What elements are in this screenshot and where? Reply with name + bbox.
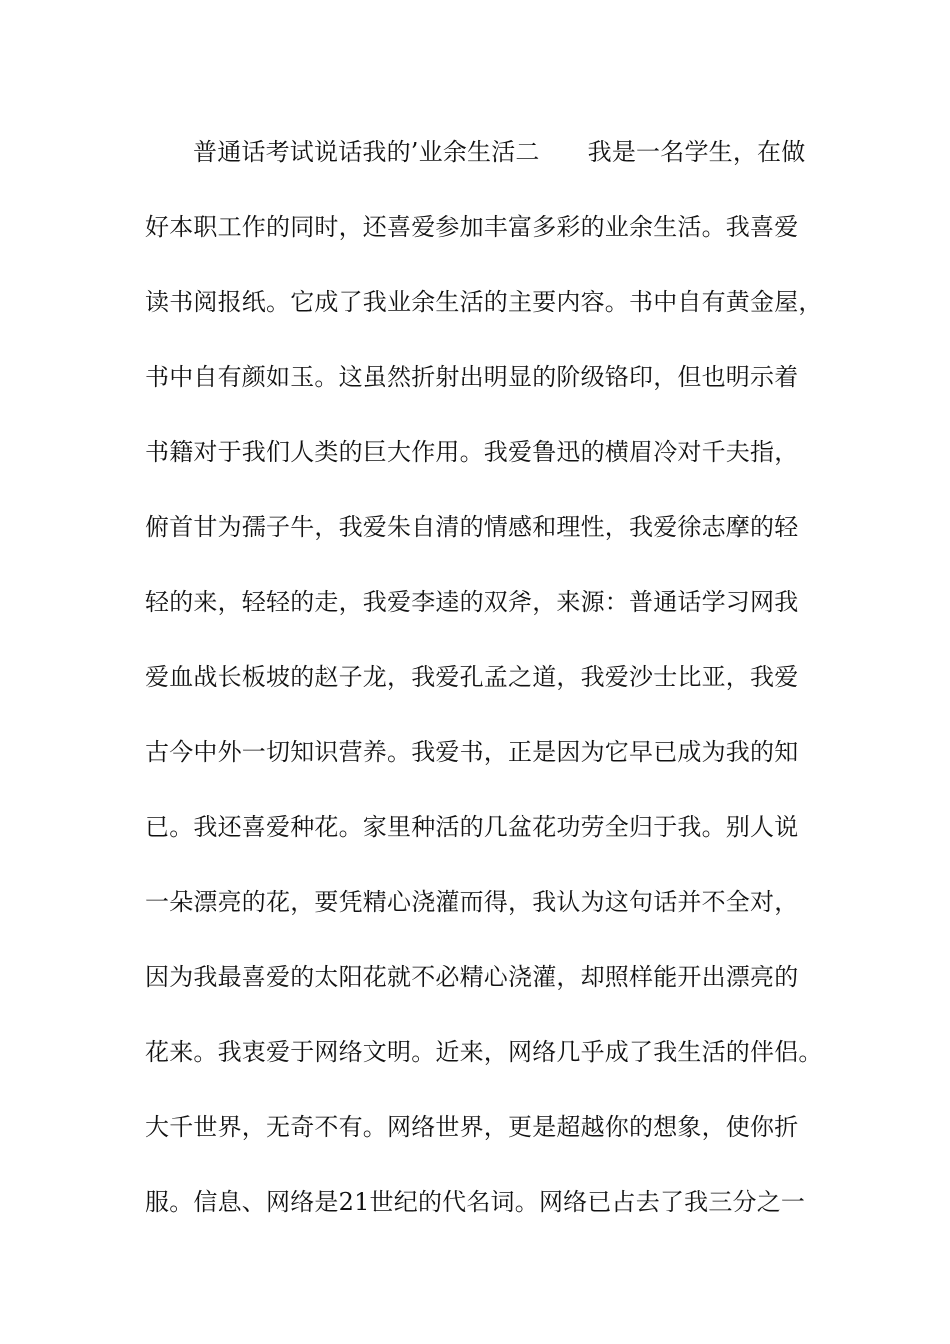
paragraph-line-2: 好本职工作的同时，还喜爱参加丰富多彩的业余生活。我喜爱 [145, 213, 799, 241]
document-title: 普通话考试说话我的’业余生活二 [193, 138, 540, 166]
line-text: 我是一名学生，在做 [587, 138, 806, 166]
paragraph-line-3: 读书阅报纸。它成了我业余生活的主要内容。书中自有黄金屋， [145, 288, 823, 316]
paragraph-line-7: 轻的来，轻轻的走，我爱李逵的双斧，来源：普通话学习网我 [145, 588, 799, 616]
paragraph-line-14: 大千世界，无奇不有。网络世界，更是超越你的想象，使你折 [145, 1113, 799, 1141]
paragraph-line-13: 花来。我衷爱于网络文明。近来，网络几乎成了我生活的伴侣。 [145, 1038, 823, 1066]
paragraph-line-1 [193, 132, 883, 172]
paragraph-line-5: 书籍对于我们人类的巨大作用。我爱鲁迅的横眉冷对千夫指， [145, 438, 799, 466]
paragraph-line-8: 爱血战长板坡的赵子龙，我爱孔孟之道，我爱沙士比亚，我爱 [145, 663, 799, 691]
paragraph-line-6: 俯首甘为孺子牛，我爱朱自清的情感和理性，我爱徐志摩的轻 [145, 513, 799, 541]
paragraph-line-12: 因为我最喜爱的太阳花就不必精心浇灌，却照样能开出漂亮的 [145, 963, 799, 991]
paragraph-line-11: 一朵漂亮的花，要凭精心浇灌而得，我认为这句话并不全对， [145, 888, 799, 916]
paragraph-line-10: 已。我还喜爱种花。家里种活的几盆花功劳全归于我。别人说 [145, 813, 799, 841]
paragraph-line-15: 服。信息、网络是21世纪的代名词。网络已占去了我三分之一 [145, 1188, 806, 1216]
paragraph-line-9: 古今中外一切知识营养。我爱书，正是因为它早已成为我的知 [145, 738, 799, 766]
paragraph-line-4: 书中自有颜如玉。这虽然折射出明显的阶级铬印，但也明示着 [145, 363, 799, 391]
